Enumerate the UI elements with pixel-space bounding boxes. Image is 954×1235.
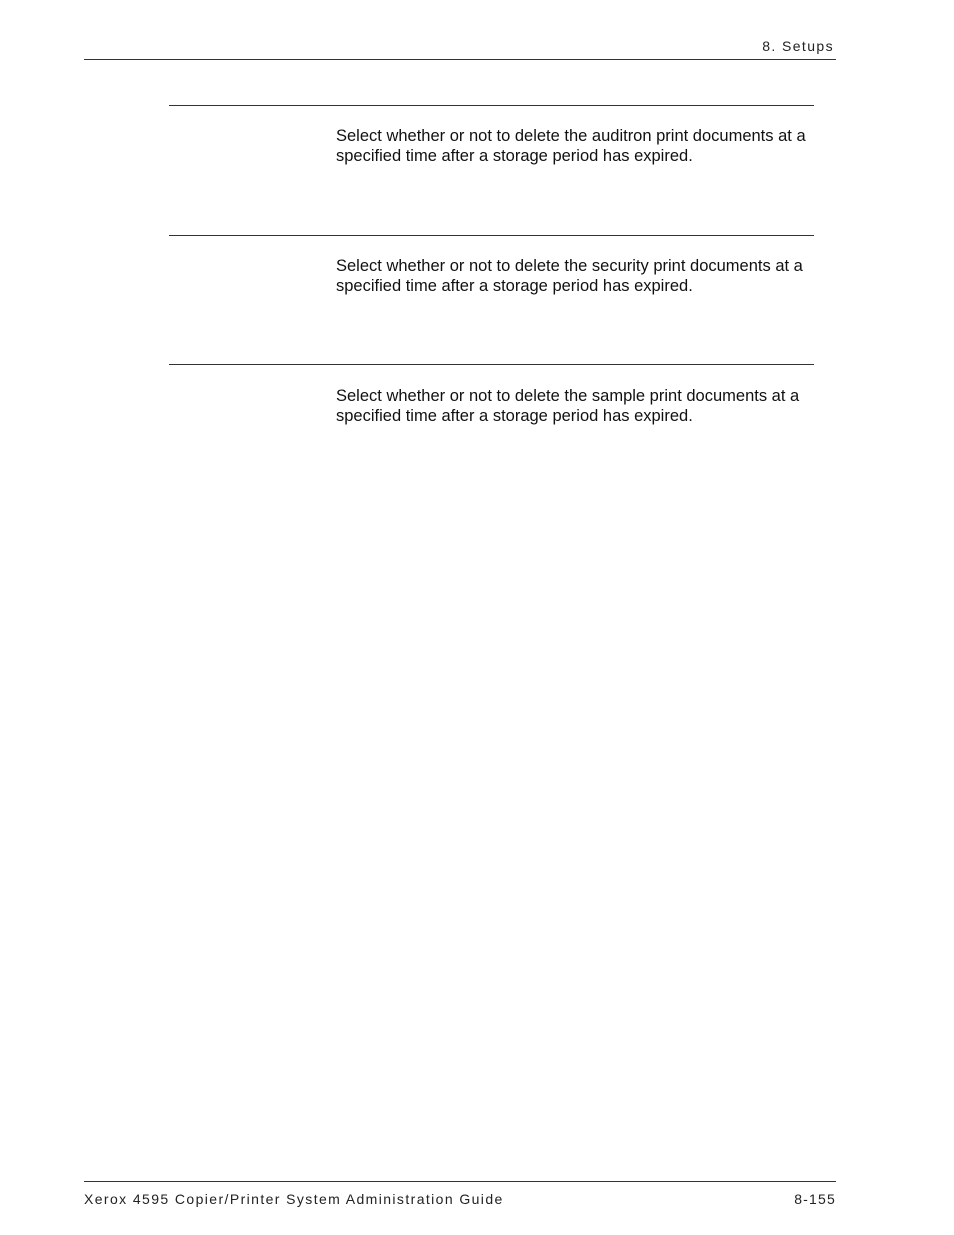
footer-divider bbox=[84, 1181, 836, 1182]
section-divider-sample bbox=[169, 364, 814, 365]
security-print-description: Select whether or not to delete the security print documents at a specified time after a storage period has expired. bbox=[336, 257, 803, 295]
sample-print-description: Select whether or not to delete the sample print documents at a specified time after a storage period has expired. bbox=[336, 387, 800, 425]
section-divider-auditron bbox=[169, 105, 814, 106]
header-divider bbox=[84, 59, 836, 60]
footer-guide-title: Xerox 4595 Copier/Printer System Administration Guide bbox=[84, 1191, 504, 1207]
auditron-print-description: Select whether or not to delete the auditron print documents at a specified time after a storage period has expired. bbox=[336, 127, 806, 165]
footer-page-number: 8-155 bbox=[794, 1191, 836, 1207]
section-divider-security bbox=[169, 235, 814, 236]
running-header-chapter: 8. Setups bbox=[762, 38, 834, 54]
